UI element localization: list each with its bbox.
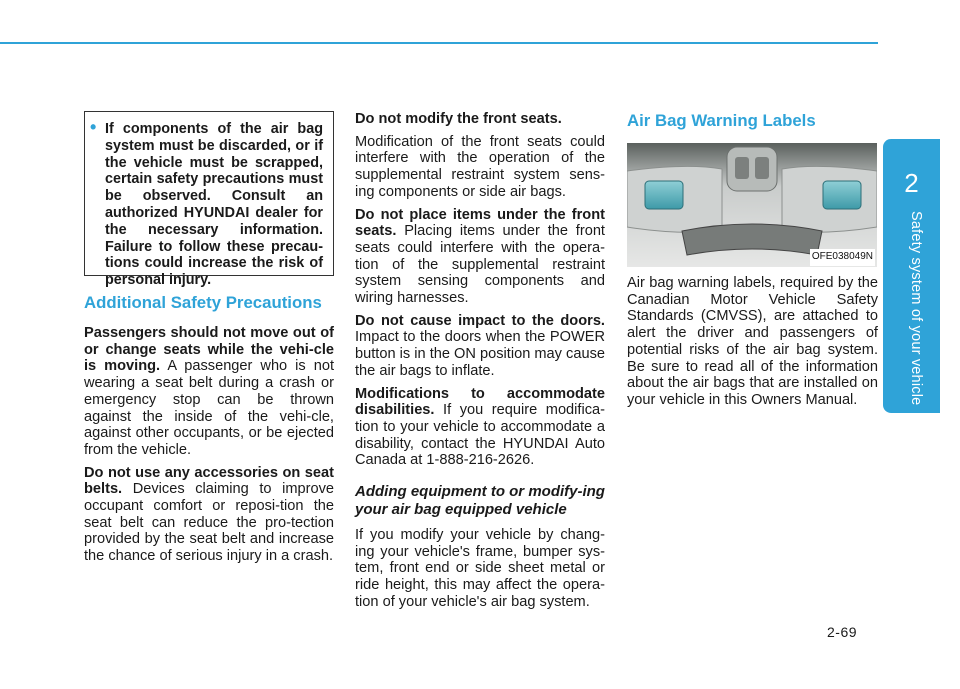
header-rule xyxy=(0,42,878,44)
paragraph-lead: Do not place items under the front seats. xyxy=(355,206,605,240)
paragraph xyxy=(355,527,605,611)
paragraph xyxy=(84,465,334,565)
column-2 xyxy=(355,111,605,617)
column-1 xyxy=(84,111,334,571)
page-number: 2-69 xyxy=(827,624,858,640)
airbag-label-figure xyxy=(627,143,877,267)
paragraph-body: Air bag warning labels, required by the Canadian Motor Vehicle Safety Standards (CMVSS), are attached to alert the driver and passengers of potential risks of the air bag system. Be sure to read all of the information about the air bags that are installed on your vehicle in this Owners Manual. xyxy=(627,275,878,408)
figure-code: OFE038049N xyxy=(810,249,875,266)
paragraph xyxy=(355,313,605,380)
paragraph-body: If you modify your vehicle by chang-ing your vehicle's frame, bumper sys-tem, front end or side sheet metal or ride height, this may affect the opera-tion of your vehicle's air bag system. xyxy=(355,527,605,610)
paragraph-body: Modification of the front seats could interfere with the operation of the supplemental restraint system sens-ing components or side air bags. xyxy=(355,133,605,200)
section-heading-additional-safety: Additional Safety Precautions xyxy=(84,293,322,312)
column-3 xyxy=(627,111,878,415)
paragraph-lead: Do not use any accessories on seat belts. xyxy=(84,464,334,498)
paragraph-body: Devices claiming to improve occupant comfort or reposi-tion the seat belt can reduce the pro-tection provided by the seat belt and increase the chance of serious injury in a crash. xyxy=(84,481,334,565)
chapter-title: Safety system of your vehicle xyxy=(908,211,924,406)
paragraph xyxy=(355,111,605,201)
chapter-tab xyxy=(883,139,940,413)
paragraph xyxy=(627,275,878,409)
paragraph-body: If you require modifica-tion to your vehicle to accommodate a disability, contact the HYUNDAI Auto Canada at 1-888-216-2626. xyxy=(355,402,605,469)
paragraph xyxy=(355,207,605,307)
paragraph xyxy=(84,325,334,459)
chapter-number: 2 xyxy=(904,168,919,198)
paragraph-lead: Modifications to accommodate disabilities. xyxy=(355,385,605,419)
subheading-adding-equipment: Adding equipment to or modify-ing your air bag equipped vehicle xyxy=(355,483,605,519)
paragraph-lead: Passengers should not move out of or change seats while the vehi-cle is moving. xyxy=(84,325,334,375)
warning-box xyxy=(84,111,334,289)
section-heading-warning-labels: Air Bag Warning Labels xyxy=(627,111,816,130)
paragraph xyxy=(355,386,605,470)
paragraph-body: Placing items under the front seats could interfere with the opera-tion of the supplemental restraint system sensing components and wiring harnesses. xyxy=(355,223,605,307)
paragraph-lead: Do not modify the front seats. xyxy=(355,111,562,127)
paragraph-body: Impact to the doors when the POWER button is in the ON position may cause the air bags to inflate. xyxy=(355,329,605,379)
warning-text: If components of the air bag system must be discarded, or if the vehicle must be scrapped, certain safety precautions must be observed. Consult an authorized HYUNDAI dealer for the necessary information. Failure to follow these precau-tions could increase the risk of personal injury. xyxy=(105,121,323,289)
paragraph-body: A passenger who is not wearing a seat belt during a crash or emergency stop can be thrown against the inside of the vehi-cle, against other occupants, or be ejected from the vehicle. xyxy=(84,358,334,458)
bullet-icon: • xyxy=(90,117,97,137)
paragraph-lead: Do not cause impact to the doors. xyxy=(355,312,605,329)
